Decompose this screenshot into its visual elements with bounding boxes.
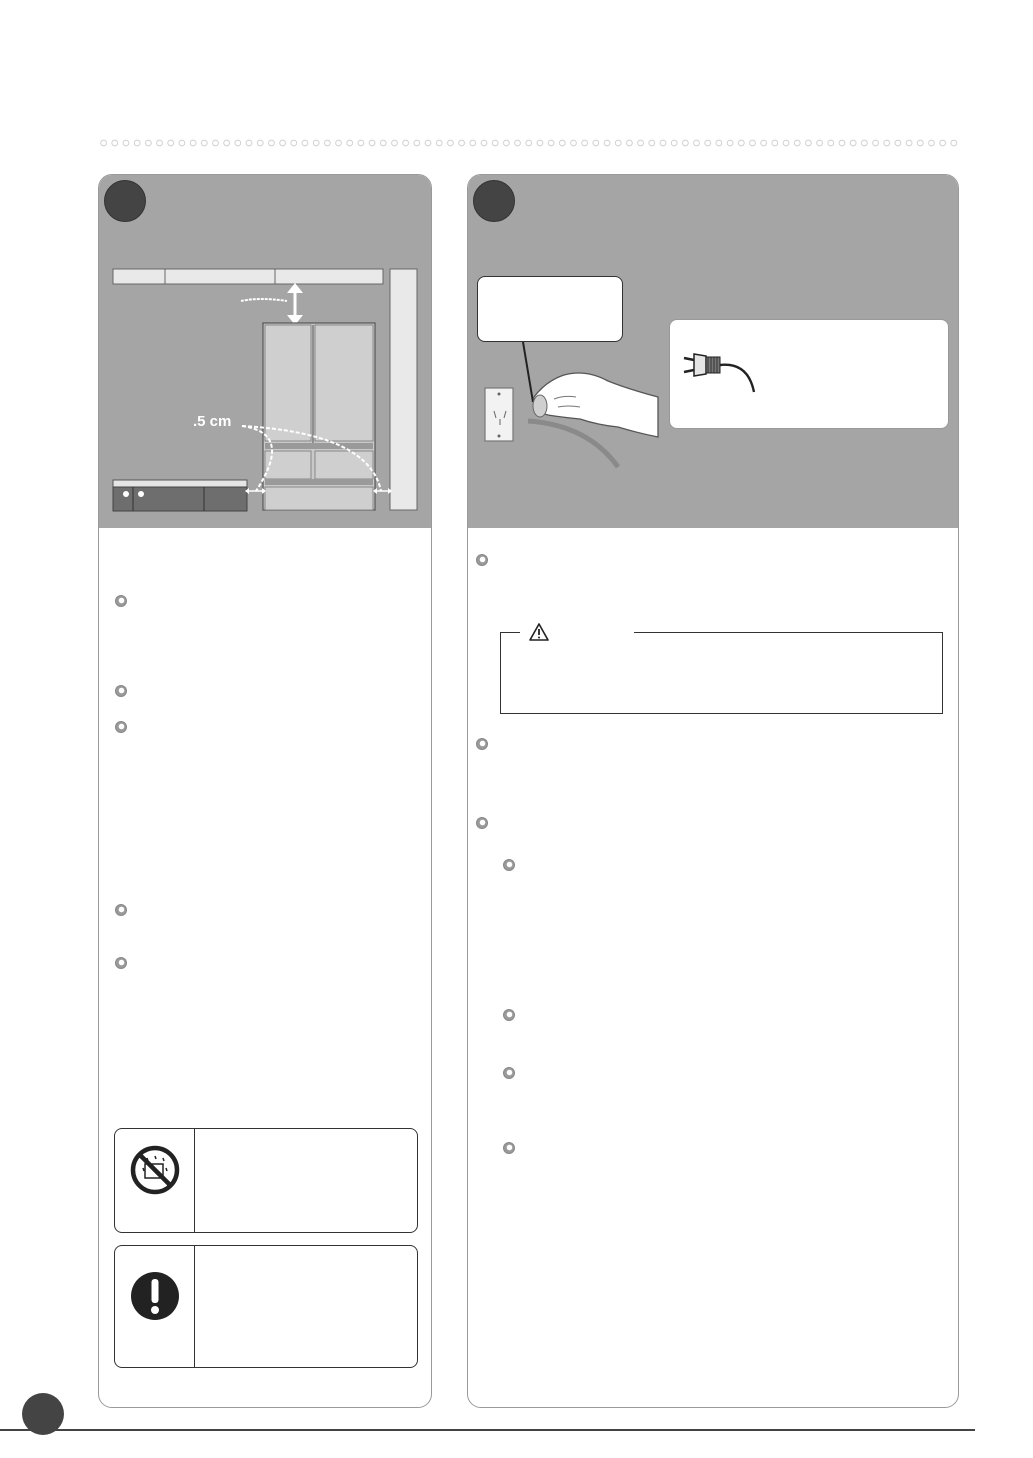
bullet — [115, 721, 127, 733]
bullet — [476, 738, 488, 750]
caution-header-gap — [520, 624, 634, 640]
prohibition-notice-box — [114, 1128, 418, 1233]
warning-triangle-icon — [528, 622, 550, 642]
bullet — [115, 904, 127, 916]
installation-clearance-figure — [99, 175, 432, 528]
prohibition-box-divider — [194, 1129, 195, 1232]
bullet — [503, 1009, 515, 1021]
caution-box — [500, 632, 943, 714]
right-panel — [467, 174, 959, 1408]
mandatory-notice-box — [114, 1245, 418, 1368]
bullet — [115, 685, 127, 697]
upper-cabinet — [113, 269, 383, 284]
footer-rule — [0, 1429, 975, 1431]
refrigerator — [263, 323, 375, 510]
left-panel — [98, 174, 432, 1408]
wall-outlet — [485, 388, 513, 441]
bullet — [115, 595, 127, 607]
bullet — [503, 1142, 515, 1154]
no-water-icon — [129, 1144, 181, 1196]
bullet — [476, 817, 488, 829]
clearance-label: .5 cm — [193, 413, 232, 430]
plug-info-box — [669, 319, 949, 429]
bullet — [503, 1067, 515, 1079]
exclamation-icon — [129, 1270, 181, 1322]
bullet — [115, 957, 127, 969]
bullet — [476, 554, 488, 566]
hand — [534, 373, 658, 437]
plug-icon — [680, 346, 762, 396]
kitchen-counter — [113, 480, 247, 511]
mandatory-box-divider — [194, 1246, 195, 1367]
dotted-divider — [98, 137, 960, 149]
side-wall — [390, 269, 417, 510]
bullet — [503, 859, 515, 871]
